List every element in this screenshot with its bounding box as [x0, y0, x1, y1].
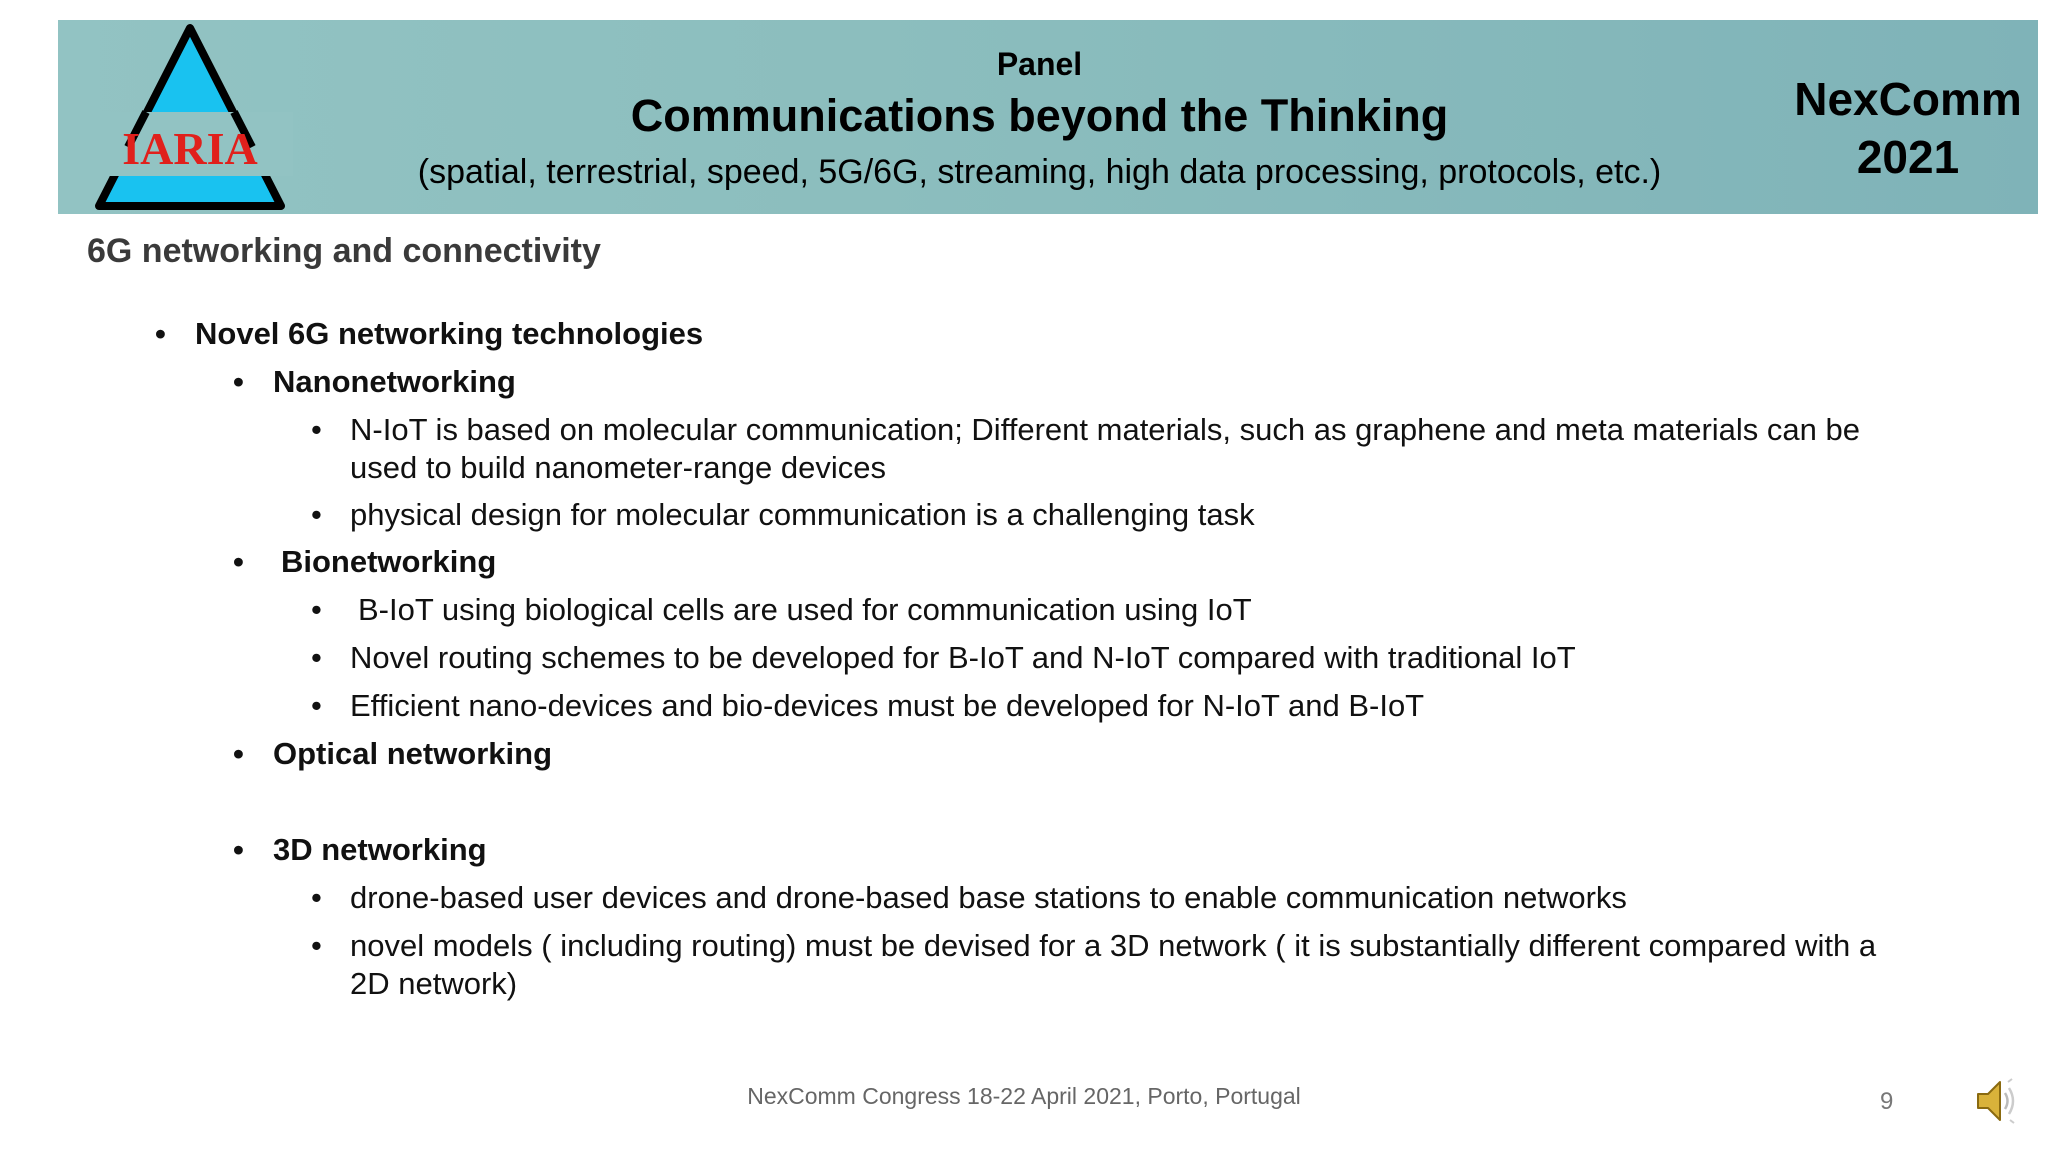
- list-item-text: Optical networking: [273, 736, 553, 771]
- speaker-icon[interactable]: [1974, 1076, 2020, 1126]
- bullet-glyph: •: [311, 928, 322, 963]
- bullet-glyph: •: [233, 736, 244, 771]
- list-item: [311, 927, 1911, 1003]
- bullet-glyph: •: [311, 412, 322, 447]
- list-item: [311, 639, 1911, 677]
- bullet-glyph: •: [233, 364, 244, 399]
- panel-label: Panel: [996, 46, 1083, 82]
- list-item: [233, 363, 516, 401]
- list-item-text: drone-based user devices and drone-based base stations to enable communication networks: [350, 880, 1627, 915]
- footer-text: NexComm Congress 18-22 April 2021, Porto, Portugal: [747, 1083, 1301, 1109]
- bullet-glyph: •: [311, 688, 322, 723]
- list-item-text: novel models ( including routing) must be devised for a 3D network ( it is substantially different compared with a 2D network): [350, 928, 1877, 1001]
- bullet-glyph: •: [233, 832, 244, 867]
- list-item-text: B-IoT using biological cells are used for communication using IoT: [358, 592, 1252, 627]
- list-item: [155, 315, 703, 353]
- list-item-text: Efficient nano-devices and bio-devices must be developed for N-IoT and B-IoT: [350, 688, 1425, 723]
- page-title: Communications beyond the Thinking: [630, 90, 1449, 141]
- page-number: 9: [1880, 1088, 1894, 1115]
- list-item: [311, 879, 1911, 917]
- list-item: [233, 543, 496, 581]
- list-item-text: Novel 6G networking technologies: [195, 316, 704, 351]
- bullet-glyph: •: [155, 316, 166, 351]
- brand-line-1: NexComm: [1794, 73, 2022, 125]
- bullet-glyph: •: [233, 544, 244, 579]
- section-heading: 6G networking and connectivity: [87, 232, 601, 270]
- page-subtitle: (spatial, terrestrial, speed, 5G/6G, streaming, high data processing, protocols, etc.): [417, 153, 1662, 191]
- bullet-glyph: •: [311, 497, 322, 532]
- bullet-glyph: •: [311, 640, 322, 675]
- list-item-text: Bionetworking: [281, 544, 497, 579]
- bullet-glyph: •: [311, 880, 322, 915]
- logo-text: IARIA: [122, 123, 258, 174]
- list-item-text: N-IoT is based on molecular communication; Different materials, such as graphene and meta materials can be used to build nanometer-range devices: [350, 412, 1860, 485]
- list-item-text: physical design for molecular communication is a challenging task: [350, 497, 1255, 532]
- list-item: [233, 831, 487, 869]
- list-item: [311, 411, 1911, 487]
- list-item: [311, 496, 1911, 534]
- brand-line-2: 2021: [1856, 131, 1960, 183]
- list-item: [233, 735, 552, 773]
- list-item: [311, 687, 1911, 725]
- list-item-text: Novel routing schemes to be developed for B-IoT and N-IoT compared with traditional IoT: [350, 640, 1576, 675]
- list-item: [311, 591, 1911, 629]
- bullet-glyph: •: [311, 592, 322, 627]
- list-item-text: 3D networking: [273, 832, 487, 867]
- list-item-text: Nanonetworking: [273, 364, 516, 399]
